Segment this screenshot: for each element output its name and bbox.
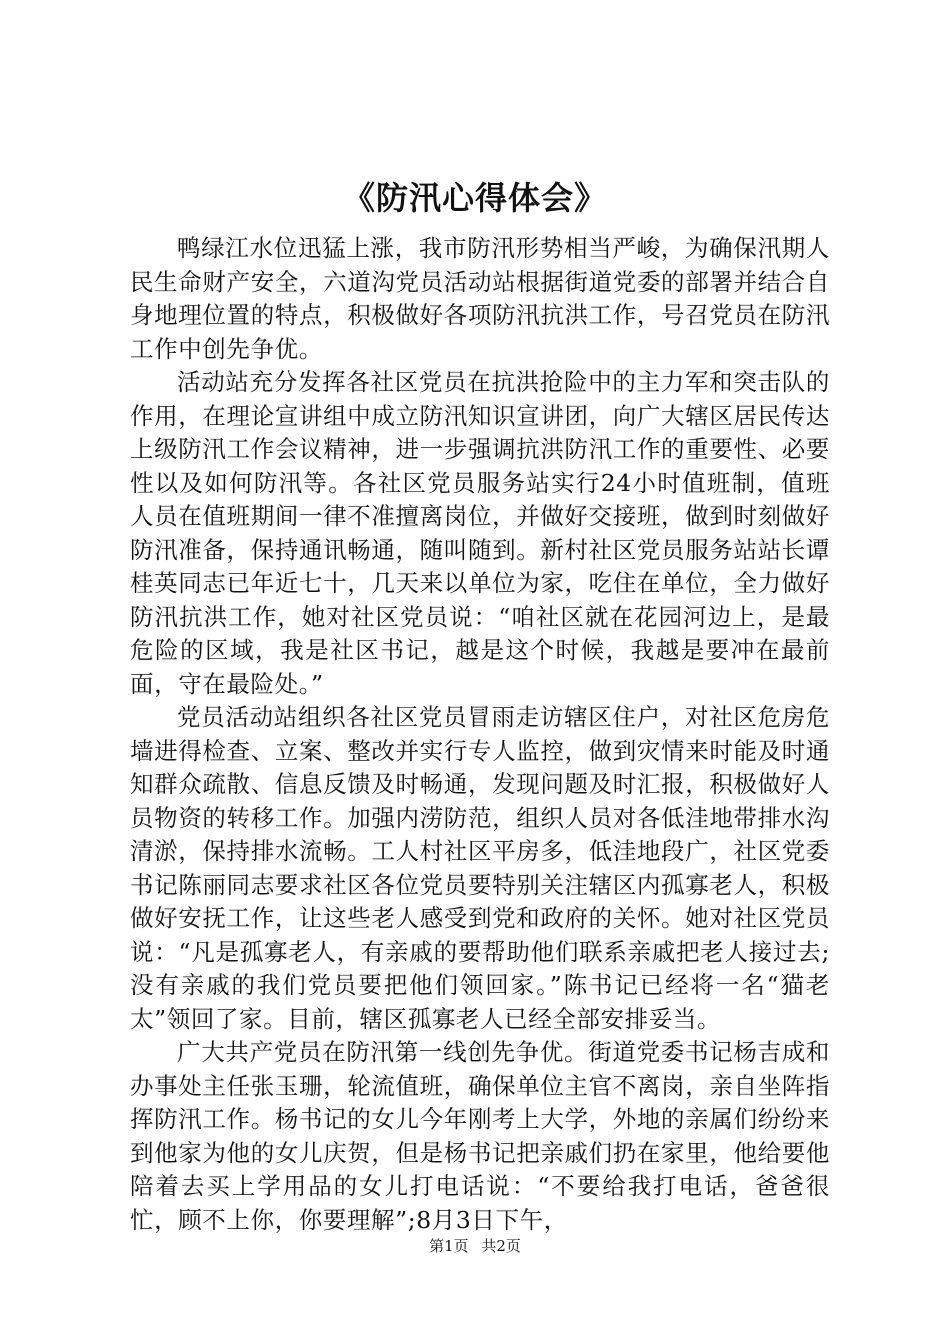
document-body (130, 232, 830, 1237)
paragraph-4: 广大共产党员在防汛第一线创先争优。街道党委书记杨吉成和办事处主任张玉珊，轮流值班，确保单位主官不离岗，亲自坐阵指挥防汛工作。杨书记的女儿今年刚考上大学，外地的亲属们纷纷来到他家为他的女儿庆贺，但是杨书记把亲戚们扔在家里，他给要他陪着去买上学用品的女儿打电话说：“不要给我打电话，爸爸很忙，顾不上你，你要理解”;8月3日下午， (130, 1038, 830, 1234)
page-total: 共2页 (481, 1237, 521, 1255)
document-title: 《防汛心得体会》 (342, 179, 607, 217)
page-footer (0, 1236, 950, 1256)
paragraph-3: 党员活动站组织各社区党员冒雨走访辖区住户，对社区危房危墙进得检查、立案、整改并实行专人监控，做到灾情来时能及时通知群众疏散、信息反馈及时畅通，发现问题及时汇报，积极做好人员物资的转移工作。加强内涝防范，组织人员对各低洼地带排水沟清淤，保持排水流畅。工人村社区平房多，低洼地段广，社区党委书记陈丽同志要求社区各位党员要特别关注辖区内孤寡老人，积极做好安抚工作，让这些老人感受到党和政府的关怀。她对社区党员说：“凡是孤寡老人，有亲戚的要帮助他们联系亲戚把老人接过去;没有亲戚的我们党员要把他们领回家。”陈书记已经将一名“猫老太”领回了家。目前，辖区孤寡老人已经全部安排妥当。 (130, 703, 830, 1033)
paragraph-2: 活动站充分发挥各社区党员在抗洪抢险中的主力军和突击队的作用，在理论宣讲组中成立防汛知识宣讲团，向广大辖区居民传达上级防汛工作会议精神，进一步强调抗洪防汛工作的重要性、必要性以及如何防汛等。各社区党员服务站实行24小时值班制，值班人员在值班期间一律不准擅离岗位，并做好交接班，做到时刻做好防汛准备，保持通讯畅通，随叫随到。新村社区党员服务站站长谭桂英同志已年近七十，几天来以单位为家，吃住在单位，全力做好防汛抗洪工作，她对社区党员说：“咱社区就在花园河边上，是最危险的区域，我是社区书记，越是这个时候，我越是要冲在最前面，守在最险处。” (130, 368, 830, 698)
page-number: 第1页 (429, 1237, 469, 1255)
paragraph-1: 鸭绿江水位迅猛上涨，我市防汛形势相当严峻，为确保汛期人民生命财产安全，六道沟党员活动站根据街道党委的部署并结合自身地理位置的特点，积极做好各项防汛抗洪工作，号召党员在防汛工作中创先争优。 (130, 234, 830, 363)
